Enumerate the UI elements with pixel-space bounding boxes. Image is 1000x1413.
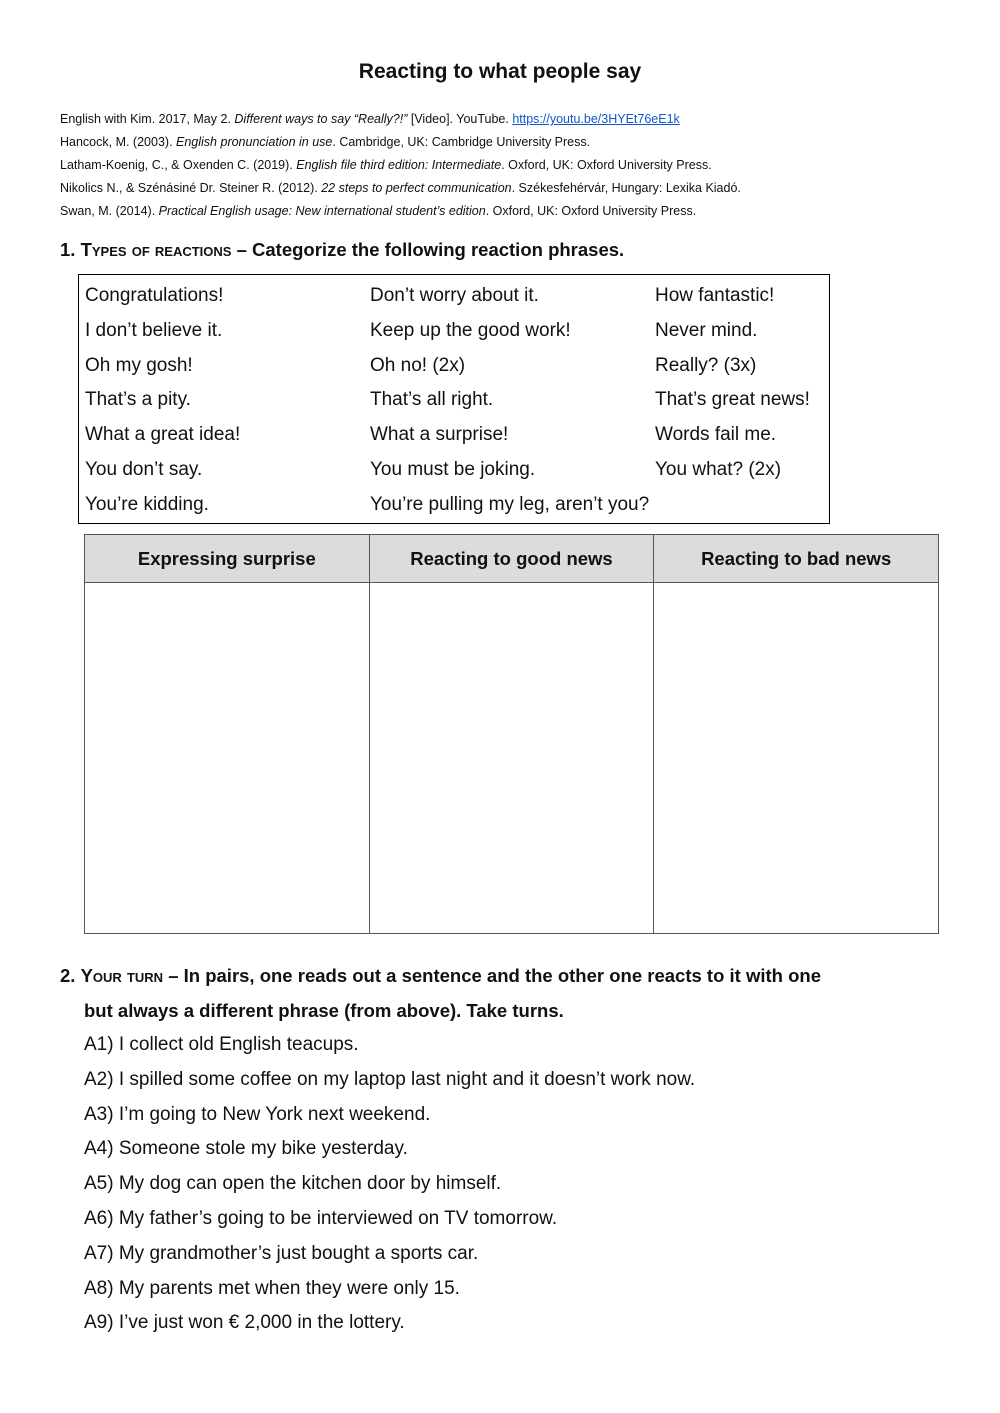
section-1-heading: 1. Types of reactions – Categorize the following reaction phrases. xyxy=(60,239,625,260)
page-title: Reacting to what people say xyxy=(358,60,642,83)
reference-item: Hancock, M. (2003). English pronunciation in use. Cambridge, UK: Cambridge University Press. xyxy=(60,135,591,149)
sentence-list xyxy=(84,1028,695,1341)
reference-item: Swan, M. (2014). Practical English usage: New international student’s edition. Oxford, UK: Oxford University Press. xyxy=(60,204,697,218)
phrase-item[interactable]: Oh my gosh! xyxy=(85,354,193,376)
category-header-bad-news: Reacting to bad news xyxy=(654,535,939,583)
section-1-instruction: – Categorize the following reaction phrases. xyxy=(236,239,625,260)
phrase-item[interactable]: Words fail me. xyxy=(655,424,777,446)
category-table xyxy=(84,534,939,934)
youtube-link[interactable]: https://youtu.be/3HYEt76eE1k xyxy=(512,112,680,126)
reference-item: Nikolics N., & Szénásiné Dr. Steiner R. (2012). 22 steps to perfect communication. Székesfehérvár, Hungary: Lexika Kiadó. xyxy=(60,181,741,195)
section-2-heading: 2. Your turn – In pairs, one reads out a sentence and the other one reacts to it with one but always a different phrase (from above). Take turns. xyxy=(60,958,940,1028)
phrase-item[interactable]: That’s all right. xyxy=(370,389,494,411)
phrase-item[interactable]: You don’t say. xyxy=(85,458,203,480)
sentence-item: A3) I’m going to New York next weekend. xyxy=(84,1103,431,1125)
reference-list xyxy=(60,110,960,225)
phrase-item[interactable]: Never mind. xyxy=(655,319,758,341)
phrase-item[interactable]: You’re kidding. xyxy=(85,493,209,515)
phrase-box xyxy=(78,274,830,524)
category-header-good-news: Reacting to good news xyxy=(369,535,654,583)
reference-item: Latham-Koenig, C., & Oxenden C. (2019). English file third edition: Intermediate. Oxford, UK: Oxford University Press. xyxy=(60,158,712,172)
sentence-item: A6) My father’s going to be interviewed on TV tomorrow. xyxy=(84,1207,558,1229)
drop-zone-bad-news[interactable] xyxy=(654,583,939,934)
phrase-item[interactable]: How fantastic! xyxy=(655,285,775,306)
section-2-instruction-cont: but always a different phrase (from above). Take turns. xyxy=(84,1000,564,1021)
phrase-item[interactable]: You must be joking. xyxy=(370,458,536,480)
sentence-item: A4) Someone stole my bike yesterday. xyxy=(84,1138,408,1160)
drop-zone-surprise[interactable] xyxy=(85,583,370,934)
phrase-item[interactable]: Congratulations! xyxy=(85,285,224,306)
phrase-item[interactable]: What a great idea! xyxy=(85,424,241,446)
category-header-surprise: Expressing surprise xyxy=(85,535,370,583)
sentence-item: A9) I’ve just won € 2,000 in the lottery. xyxy=(84,1312,405,1334)
phrase-item[interactable]: I don’t believe it. xyxy=(85,319,223,341)
sentence-item: A1) I collect old English teacups. xyxy=(84,1034,359,1055)
drop-zone-good-news[interactable] xyxy=(369,583,654,934)
sentence-item: A2) I spilled some coffee on my laptop last night and it doesn’t work now. xyxy=(84,1068,696,1090)
section-2-instruction: – In pairs, one reads out a sentence and the other one reacts to it with one xyxy=(168,965,821,986)
phrase-grid xyxy=(85,279,835,523)
phrase-item[interactable]: What a surprise! xyxy=(370,424,509,446)
phrase-item[interactable]: Keep up the good work! xyxy=(370,319,571,341)
reference-item: English with Kim. 2017, May 2. Different ways to say “Really?!” [Video]. YouTube. https://youtu.be/3HYEt76eE1k xyxy=(60,112,680,126)
section-2-title: Your turn xyxy=(80,965,164,986)
phrase-item[interactable]: That’s a pity. xyxy=(85,389,191,411)
sentence-item: A5) My dog can open the kitchen door by himself. xyxy=(84,1173,502,1195)
sentence-item: A7) My grandmother’s just bought a sports car. xyxy=(84,1242,479,1264)
phrase-item[interactable]: Oh no! (2x) xyxy=(370,354,466,376)
phrase-item[interactable]: That’s great news! xyxy=(655,389,810,411)
section-1-title: Types of reactions xyxy=(80,239,232,260)
phrase-item[interactable]: Don’t worry about it. xyxy=(370,285,539,306)
sentence-item: A8) My parents met when they were only 15. xyxy=(84,1277,460,1299)
phrase-item[interactable]: You’re pulling my leg, aren’t you? xyxy=(370,493,650,515)
phrase-item[interactable]: You what? (2x) xyxy=(655,458,782,480)
phrase-item[interactable]: Really? (3x) xyxy=(655,354,757,376)
